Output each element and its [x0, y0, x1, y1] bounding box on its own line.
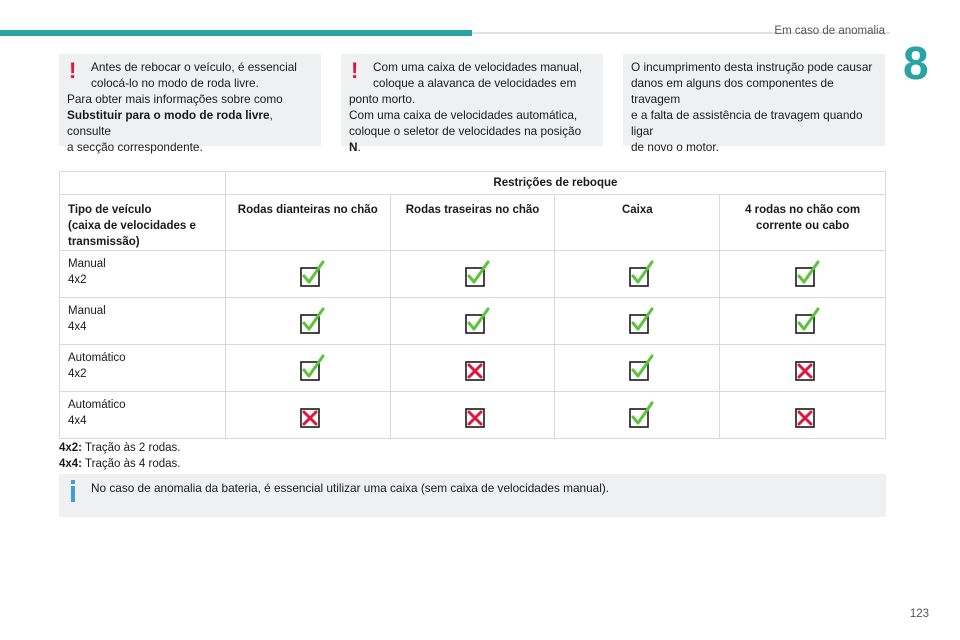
section-title: Em caso de anomalia	[774, 25, 885, 37]
warning-icon: !	[351, 58, 359, 83]
warning-icon: !	[69, 58, 77, 83]
header-text: transmissão)	[68, 236, 140, 248]
row-label-text: Manual	[68, 258, 106, 270]
warning-note-gearbox	[341, 54, 603, 154]
header-text: Tipo de veículo	[68, 204, 152, 216]
row-label-text: Automático	[68, 399, 126, 411]
table-group-header: Restrições de reboque	[225, 172, 885, 195]
row-label	[60, 392, 226, 439]
table-cell	[720, 298, 886, 345]
row-label-text: Manual	[68, 305, 106, 317]
header-text: (caixa de velocidades e	[68, 220, 196, 232]
note-text: a secção correspondente.	[67, 140, 203, 154]
check-icon	[299, 307, 327, 335]
column-header-rear-wheels: Rodas traseiras no chão	[390, 195, 555, 251]
table-row	[60, 251, 886, 298]
row-label	[60, 345, 226, 392]
table-cell	[555, 251, 720, 298]
note-text: .	[357, 140, 361, 154]
check-icon	[628, 260, 656, 288]
check-icon	[464, 307, 492, 335]
cross-icon	[299, 401, 327, 429]
note-text: O incumprimento desta instrução pode causar	[631, 60, 873, 74]
check-icon	[628, 307, 656, 335]
warning-note-freewheel	[59, 54, 321, 154]
table-cell	[225, 251, 390, 298]
legend-item	[59, 440, 180, 456]
cross-icon	[464, 354, 492, 382]
row-label-text: 4x2	[68, 368, 87, 380]
note-text: e a falta de assistência de travagem quando ligar	[631, 108, 863, 138]
legend	[59, 440, 180, 472]
column-header-front-wheels: Rodas dianteiras no chão	[225, 195, 390, 251]
row-label-text: 4x2	[68, 274, 87, 286]
note-text: coloque o seletor de velocidades na posição	[349, 124, 582, 138]
note-text: Com uma caixa de velocidades manual,	[373, 60, 583, 74]
note-text: de novo o motor.	[631, 140, 719, 154]
cross-icon	[464, 401, 492, 429]
note-text: Antes de rebocar o veículo, é essencial	[91, 60, 297, 74]
table-cell	[390, 392, 555, 439]
table-cell	[225, 345, 390, 392]
check-icon	[628, 354, 656, 382]
cross-icon	[794, 401, 822, 429]
info-note-battery	[59, 474, 886, 517]
table-cell	[720, 251, 886, 298]
row-label	[60, 298, 226, 345]
freewheel-link-text: Substituir para o modo de roda livre	[67, 108, 270, 122]
table-cell	[390, 345, 555, 392]
column-header-box: Caixa	[555, 195, 720, 251]
table-cell	[555, 345, 720, 392]
row-label-text: Automático	[68, 352, 126, 364]
note-text: , consulte	[67, 108, 273, 138]
check-icon	[464, 260, 492, 288]
chapter-number: 8	[903, 37, 929, 89]
table-row	[60, 392, 886, 439]
page-number: 123	[909, 608, 929, 620]
table-cell	[720, 392, 886, 439]
check-icon	[299, 260, 327, 288]
table-cell	[555, 392, 720, 439]
table-cell	[225, 298, 390, 345]
row-label	[60, 251, 226, 298]
row-label-text: 4x4	[68, 415, 87, 427]
note-text: ponto morto.	[349, 92, 416, 106]
note-text	[349, 123, 596, 155]
check-icon	[628, 401, 656, 429]
column-header-four-wheels	[720, 195, 886, 251]
towing-restrictions-table	[59, 171, 886, 439]
legend-item	[59, 456, 180, 472]
header-accent-bar	[0, 30, 472, 36]
table-cell	[225, 392, 390, 439]
note-text	[67, 107, 314, 139]
table-cell	[390, 298, 555, 345]
check-icon	[299, 354, 327, 382]
check-icon	[794, 260, 822, 288]
note-text: No caso de anomalia da bateria, é essencial utilizar uma caixa (sem caixa de velocidades manual).	[91, 481, 610, 495]
vehicle-type-header	[60, 195, 226, 251]
table-row	[60, 298, 886, 345]
note-text: coloque a alavanca de velocidades em	[373, 76, 577, 90]
note-brake-damage	[623, 54, 885, 154]
table-cell	[720, 345, 886, 392]
legend-term: 4x2:	[59, 442, 83, 454]
note-text: colocá-lo no modo de roda livre.	[91, 76, 259, 90]
note-text: Para obter mais informações sobre como	[67, 92, 283, 106]
table-body	[60, 251, 886, 439]
note-text: Com uma caixa de velocidades automática,	[349, 108, 578, 122]
info-icon	[71, 480, 75, 502]
check-icon	[794, 307, 822, 335]
legend-term: 4x4:	[59, 458, 83, 470]
table-cell	[390, 251, 555, 298]
row-label-text: 4x4	[68, 321, 87, 333]
table-cell	[555, 298, 720, 345]
cross-icon	[794, 354, 822, 382]
note-text: danos em alguns dos componentes de travagem	[631, 76, 834, 106]
header-text: 4 rodas no chão com	[745, 204, 861, 216]
header-text: corrente ou cabo	[755, 220, 850, 232]
gear-position: N	[349, 140, 358, 154]
table-corner-cell	[60, 172, 226, 195]
legend-text: Tração às 4 rodas.	[82, 458, 181, 470]
table-row	[60, 345, 886, 392]
legend-text: Tração às 2 rodas.	[82, 442, 181, 454]
